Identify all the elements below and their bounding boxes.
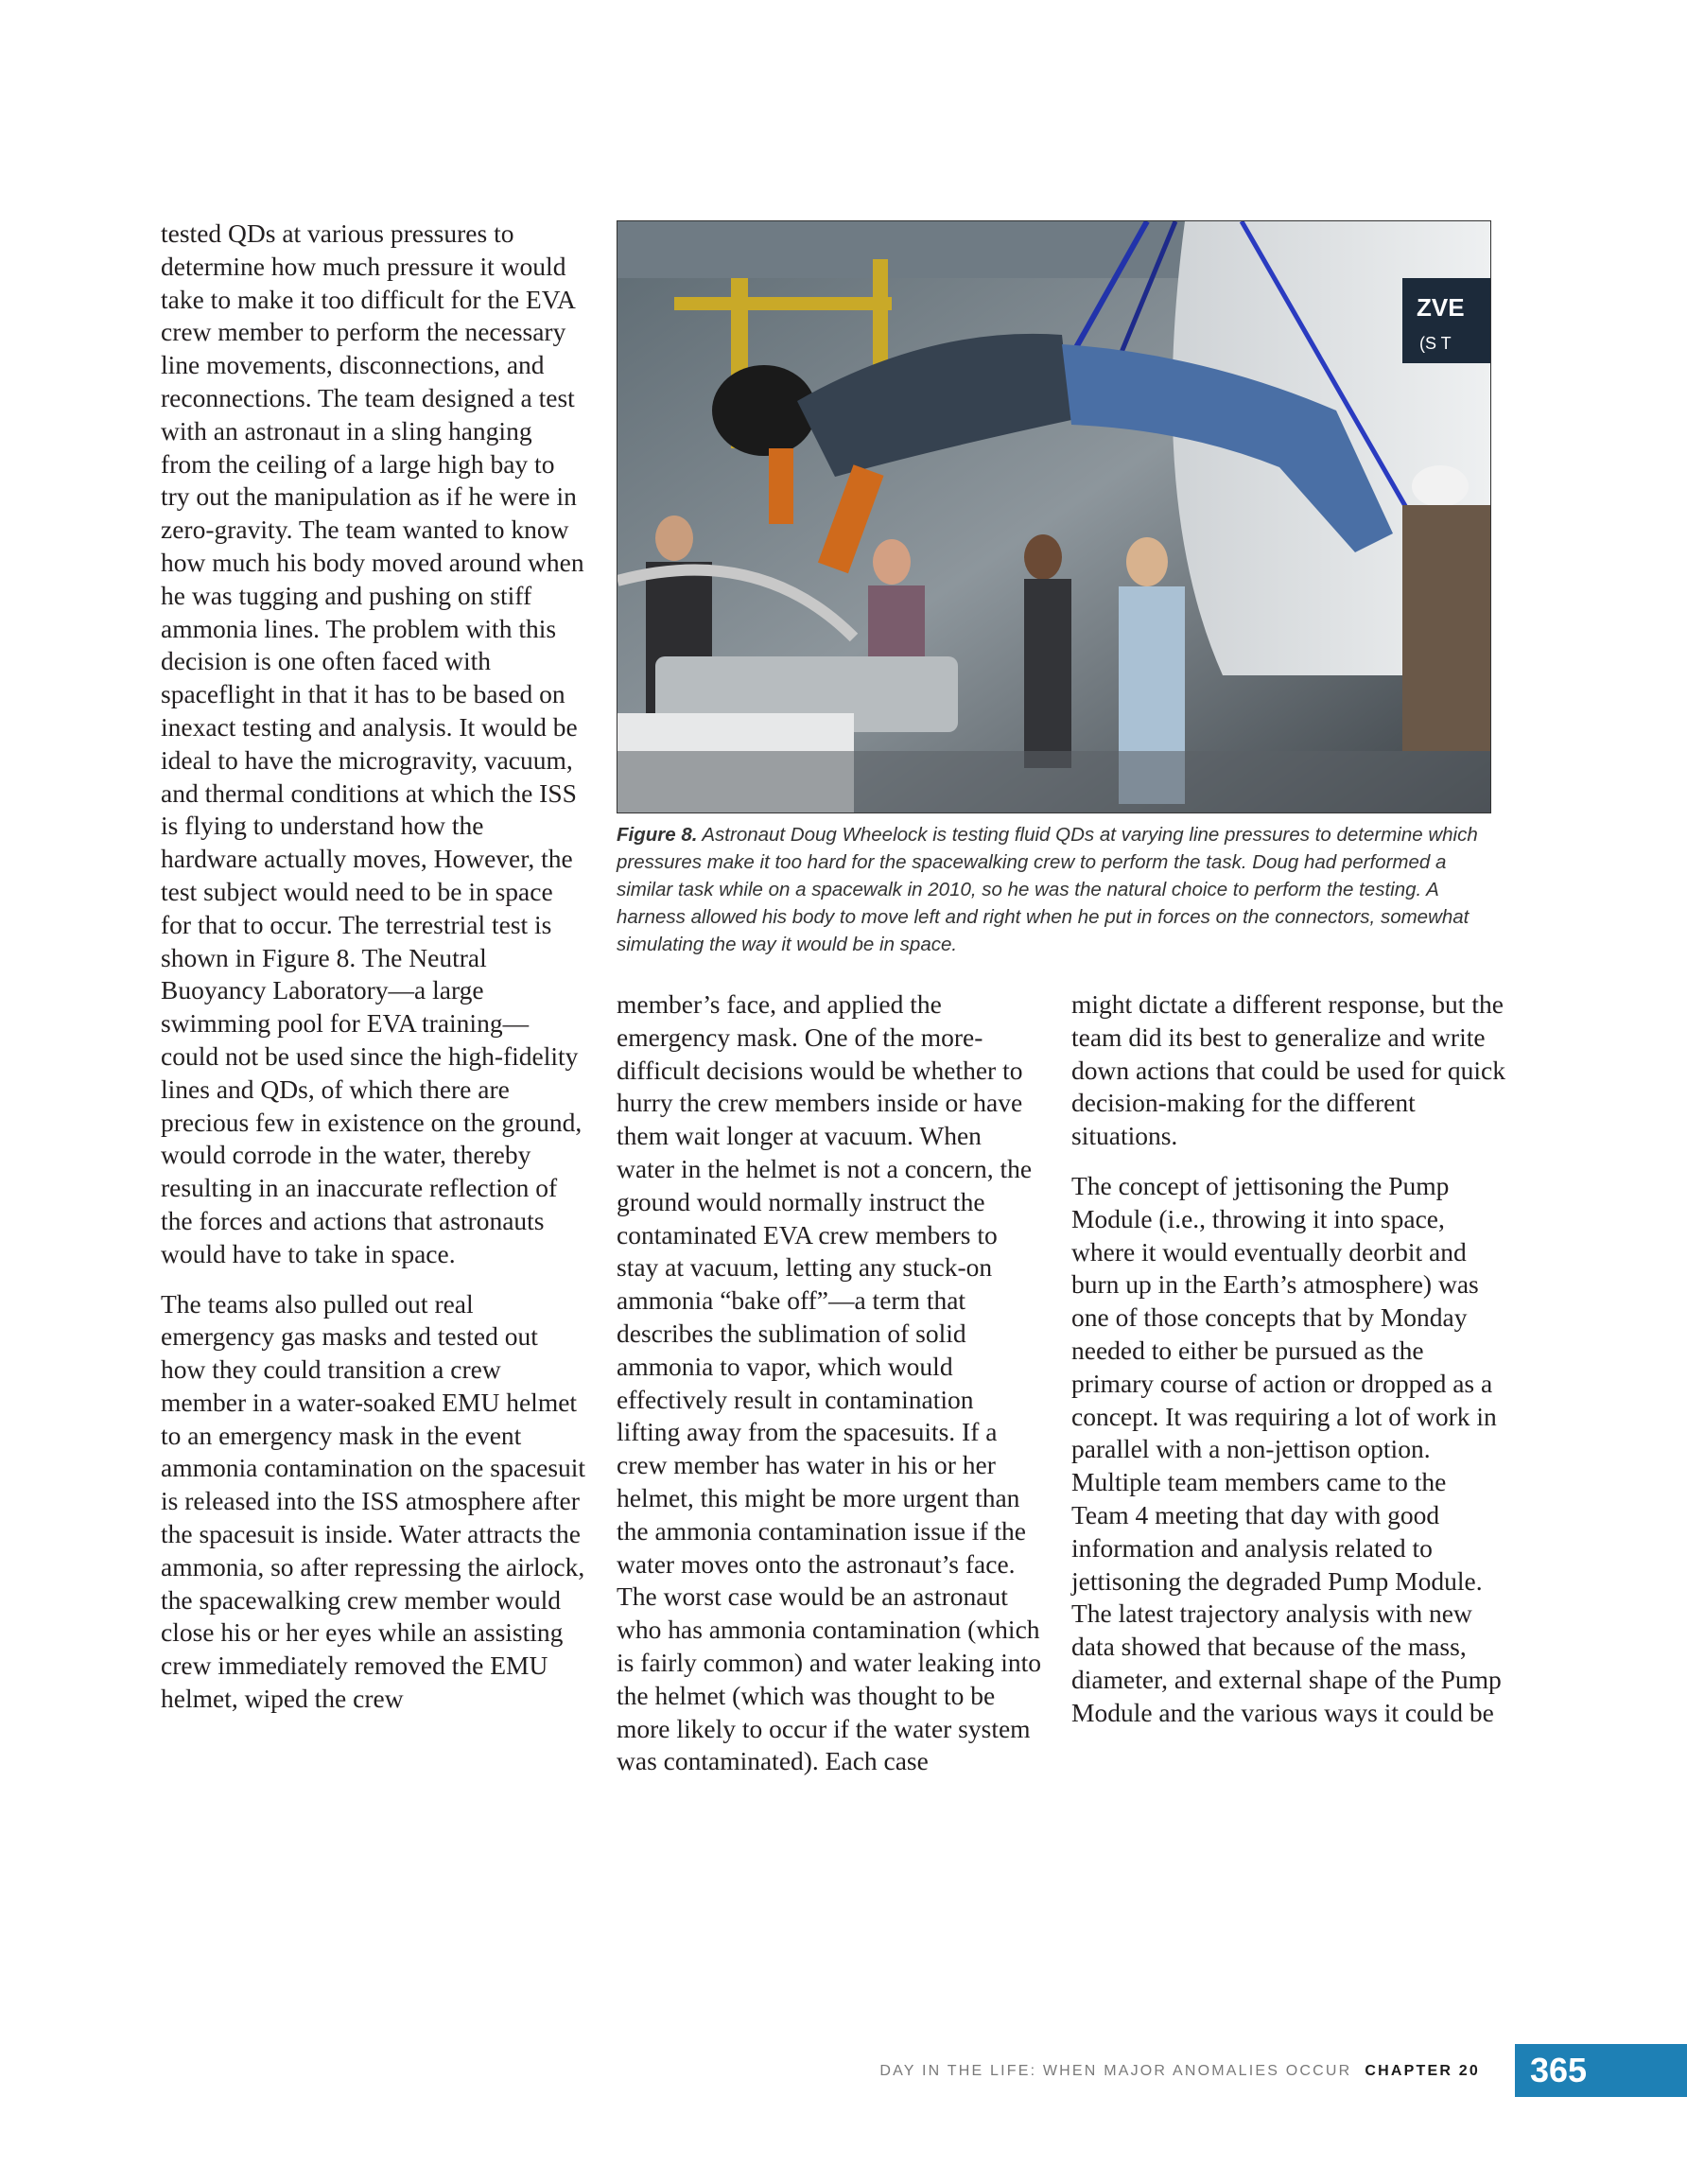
- photo-sign-text-2: (S T: [1419, 334, 1452, 353]
- paragraph: The concept of jettisoning the Pump Module (i.e., throwing it into space, where it would eventually deorbit and burn up in the Earth’s atmosphere) was one of those concepts that by Monday needed to either be pursued as the primary course of action or dropped as a concept. It was requiring a lot of work in parallel with a non-jettison option. Multiple team members came to the Team 4 meeting that day with good information and analysis related to jettisoning the degraded Pump Module. The latest trajectory analysis with new data showed that because of the mass, diameter, and external shape of the Pump Module and the various ways it could be: [1071, 1170, 1502, 1727]
- figure-caption-text: Astronaut Doug Wheelock is testing fluid QDs at varying line pressures to determine which pressures make it too hard for the spacewalking crew to perform the task. Doug had performed a similar task while on a spacewalk in 2010, so he was the natural choice to perform the testing. A harness allowed his body to move left and right when he put in forces on the connectors, somewhat simulating the way it would be in space.: [617, 824, 1478, 955]
- page-number: 365: [1530, 2051, 1588, 2089]
- paragraph: might dictate a different response, but the team did its best to generalize and write down actions that could be used for quick decision-making for the different situations.: [1071, 989, 1505, 1151]
- paragraph: The teams also pulled out real emergency gas masks and tested out how they could transition a crew member in a water-soaked EMU helmet to an emergency mask in the event ammonia contamination on the spacesuit is released into the ISS atmosphere after the spacesuit is inside. Water attracts the ammonia, so after repressing the airlock, the spacewalking crew member would close his or her eyes while an assisting crew immediately removed the EMU helmet, wiped the crew: [161, 1288, 586, 1714]
- running-footer: [879, 2063, 1480, 2080]
- paragraph: tested QDs at various pressures to determine how much pressure it would take to make it too difficult for the EVA crew member to perform the necessary line movements, disconnections, and reconnections. The team designed a test with an astronaut in a sling hanging from the ceiling of a large high bay to try out the manipulation as if he were in zero-gravity. The team wanted to know how much his body moved around when he was tugging and pushing on stiff ammonia lines. The problem with this decision is one often faced with spaceflight in that it has to be based on inexact testing and analysis. It would be ideal to have the microgravity, vacuum, and thermal conditions at which the ISS is flying to understand how the hardware actually moves, However, the test subject would need to be in space for that to occur. The terrestrial test is shown in Figure 8. The Neutral Buoyancy Laboratory—a large swimming pool for EVA training—could not be used since the high-fidelity lines and QDs, of which there are precious few in existence on the ground, would corrode in the water, thereby resulting in an inaccurate reflection of the forces and actions that astronauts would have to take in space.: [161, 218, 584, 1268]
- photo-sign-text: ZVE: [1417, 293, 1465, 322]
- figure-caption: [617, 821, 1496, 958]
- page-number-tab: [1515, 2044, 1687, 2097]
- running-title: DAY IN THE LIFE: WHEN MAJOR ANOMALIES OCCUR: [879, 2063, 1352, 2079]
- chapter-label: CHAPTER 20: [1365, 2063, 1480, 2079]
- astronaut-harness-photo: [617, 221, 1490, 812]
- body-column-left: [161, 218, 586, 1733]
- body-column-right: [1071, 988, 1506, 1747]
- paragraph: member’s face, and applied the emergency mask. One of the more-difficult decisions would be whether to hurry the crew members inside or have them wait longer at vacuum. When water in the helmet is not a concern, the ground would normally instruct the contaminated EVA crew members to stay at vacuum, letting any stuck-on ammonia “bake off”—a term that describes the sublimation of solid ammonia to vapor, which would effectively result in contamination lifting away from the spacesuits. If a crew member has water in his or her helmet, this might be more urgent than the ammonia contamination issue if the water moves onto the astronaut’s face. The worst case would be an astronaut who has ammonia contamination (which is fairly common) and water leaking into the helmet (which was thought to be more likely to occur if the water system was contaminated). Each case: [617, 989, 1042, 1776]
- figure-photo: [617, 220, 1491, 813]
- figure-label: Figure 8.: [617, 824, 698, 846]
- body-column-middle: [617, 988, 1042, 1795]
